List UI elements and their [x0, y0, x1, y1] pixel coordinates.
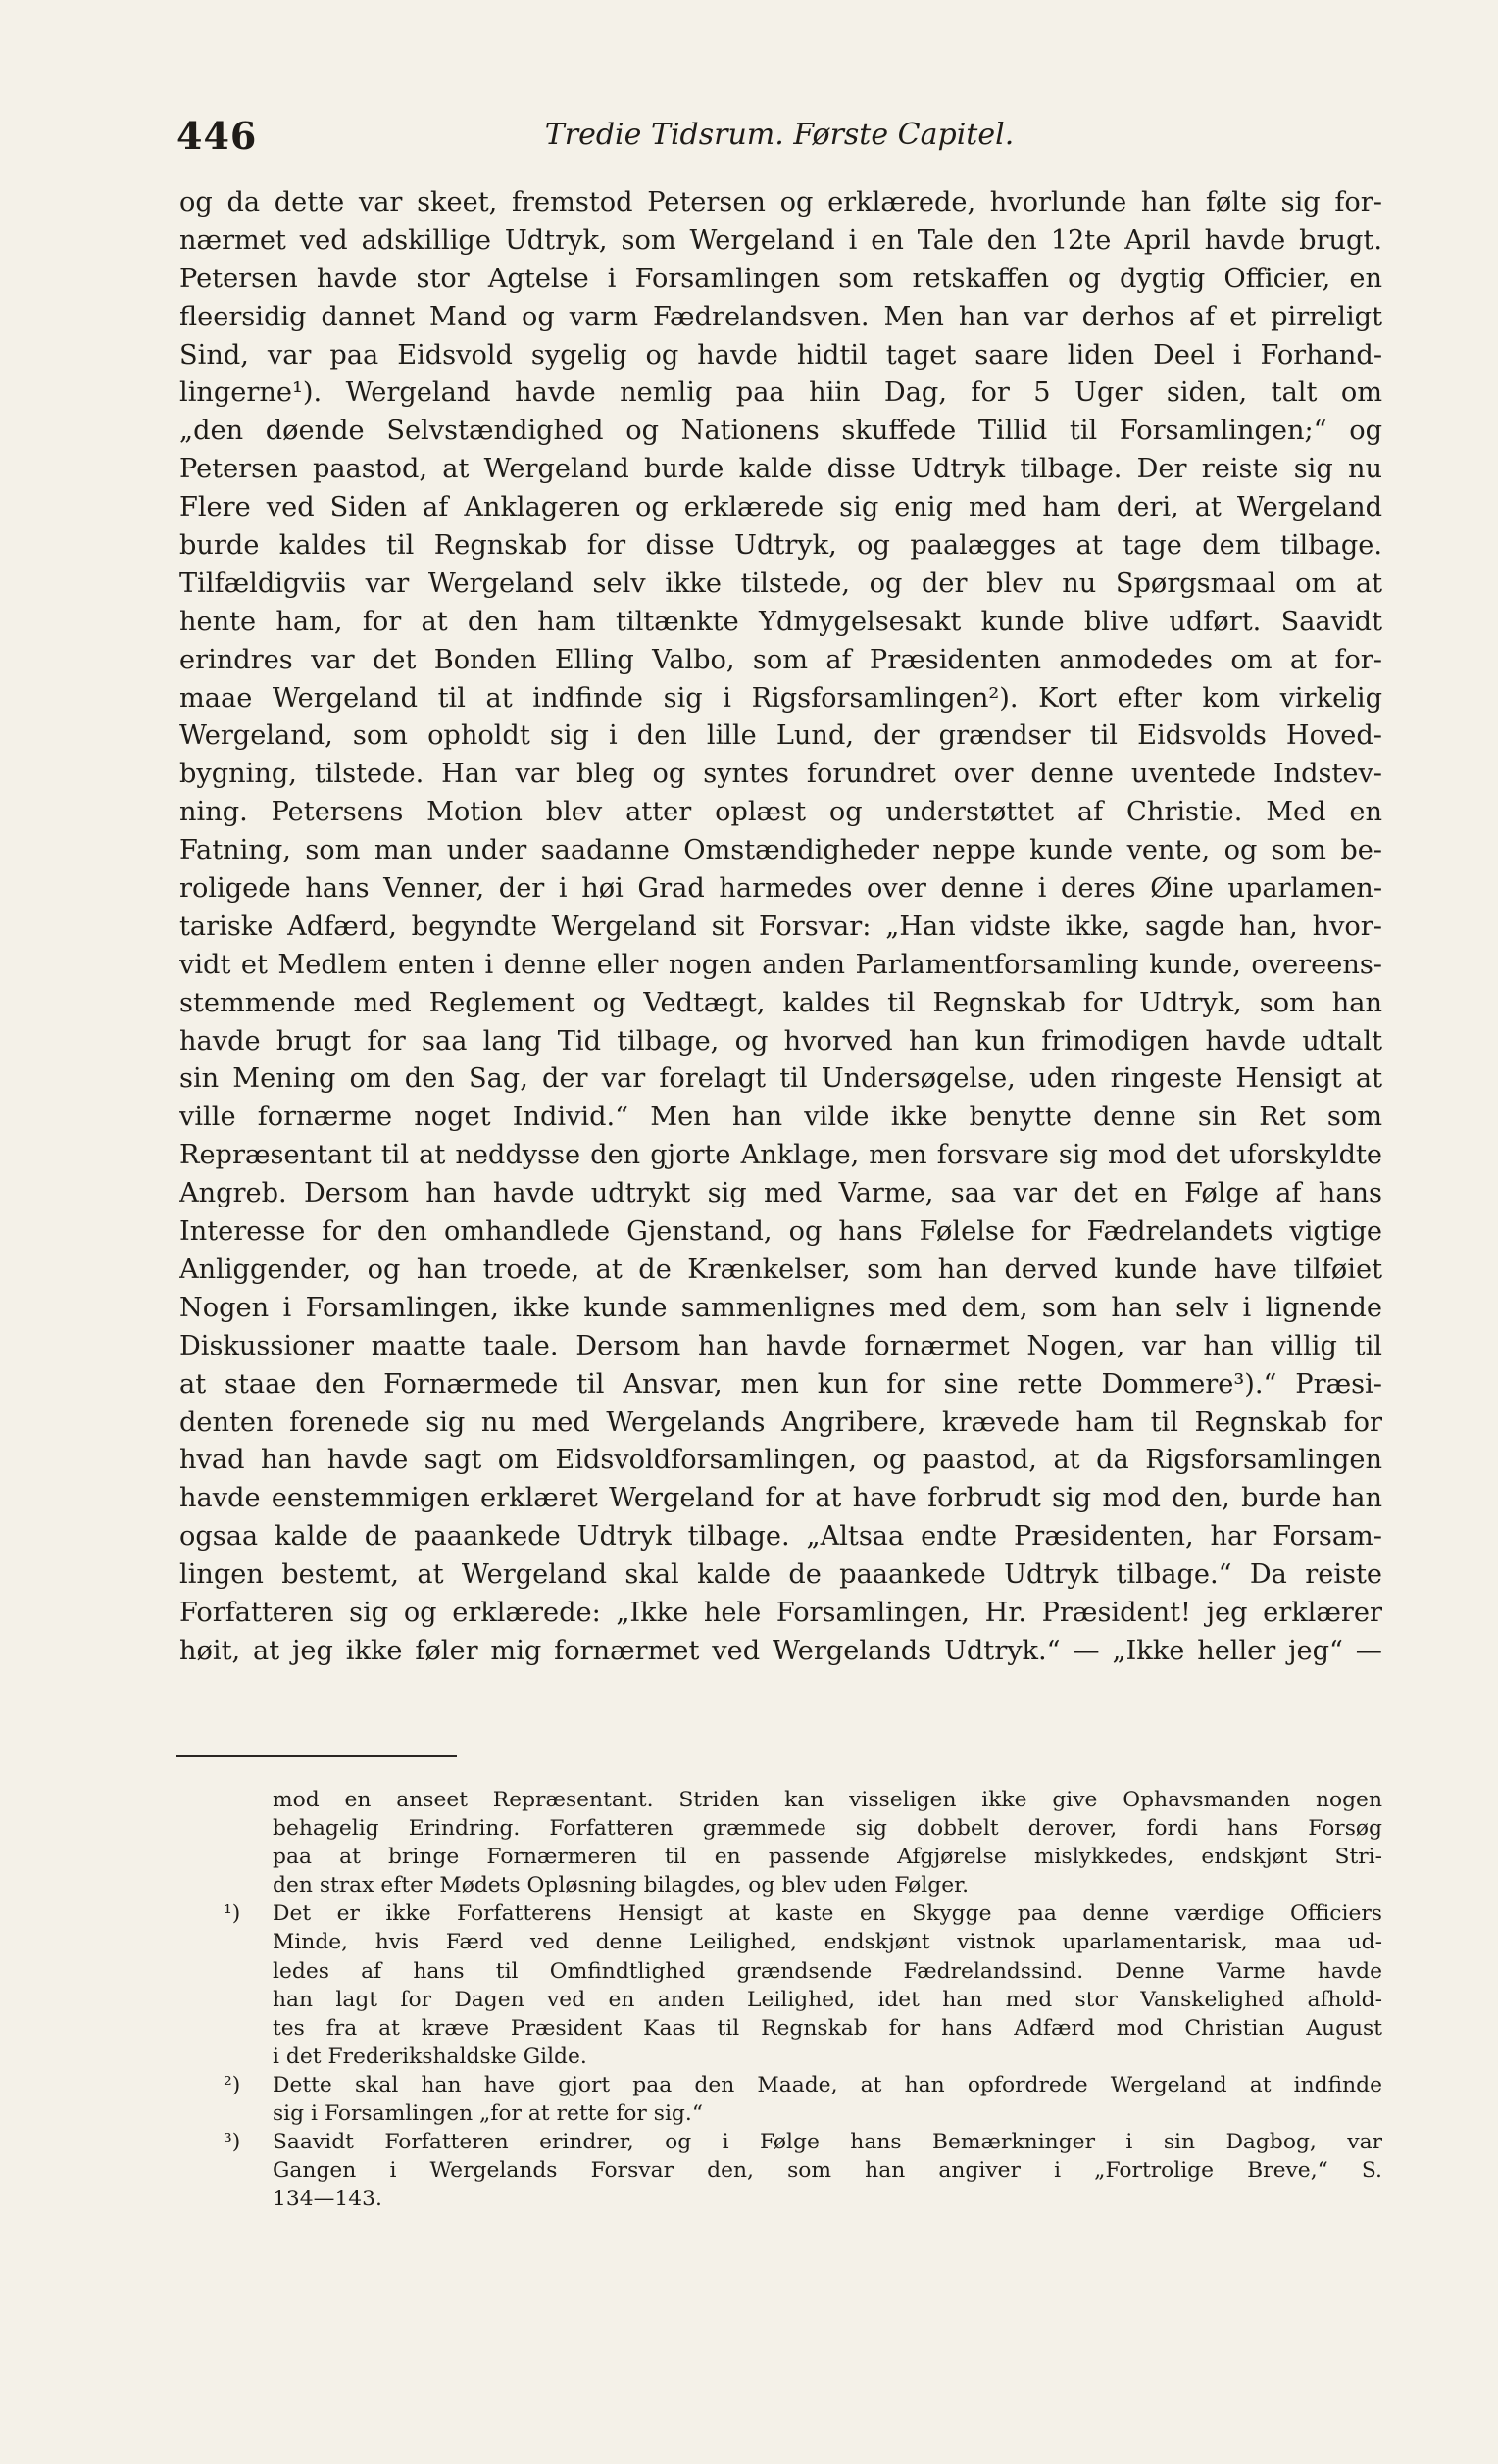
footnote-line — [224, 1843, 1382, 1871]
footnote-text: Minde, hvis Færd ved denne Leilighed, endskjønt vistnok uparlamentarisk, maa ud- — [273, 1930, 1382, 1955]
footnote-line — [224, 1899, 1382, 1928]
body-line: bygning, tilstede. Han var bleg og syntes forundret over denne uventede Indstev- — [179, 759, 1382, 790]
page-header — [176, 110, 1382, 159]
footnote-text: i det Frederikshaldske Gilde. — [273, 2044, 587, 2069]
footnote-text: Gangen i Wergelands Forsvar den, som han angiver i „Fortrolige Breve,“ S. — [273, 2158, 1382, 2184]
body-line: hvad han havde sagt om Eidsvoldforsamlingen, og paastod, at da Rigsforsamlingen — [179, 1445, 1382, 1476]
body-line: at staae den Fornærmede til Ansvar, men kun for sine rette Dommere³).“ Præsi- — [179, 1368, 1382, 1400]
footnote-line — [224, 2043, 1382, 2071]
footnote-line — [224, 2156, 1382, 2185]
body-line: Angreb. Dersom han havde udtrykt sig med Varme, saa var det en Følge af hans — [179, 1178, 1382, 1209]
body-line: og da dette var skeet, fremstod Petersen og erklærede, hvorlunde han følte sig for- — [179, 187, 1382, 218]
body-line: stemmende med Reglement og Vedtægt, kaldes til Regnskab for Udtryk, som han — [179, 987, 1382, 1018]
body-line: burde kaldes til Regnskab for disse Udtryk, og paalægges at tage dem tilbage. — [179, 530, 1382, 562]
body-line: lingen bestemt, at Wergeland skal kalde de paaankede Udtryk tilbage.“ Da reiste — [179, 1559, 1382, 1591]
body-line: fleersidig dannet Mand og varm Fædrelandsven. Men han var derhos af et pirreligt — [179, 301, 1382, 332]
footnote-line — [224, 1928, 1382, 1956]
body-line: Interesse for den omhandlede Gjenstand, og hans Følelse for Fædrelandets vigtige — [179, 1216, 1382, 1248]
body-line: roligede hans Venner, der i høi Grad harmedes over denne i deres Øine uparlamen- — [179, 873, 1382, 905]
footnote-text: Dette skal han have gjort paa den Maade, at han opfordrede Wergeland at indfinde — [273, 2072, 1382, 2097]
footnote-text: han lagt for Dagen ved en anden Leilighed, idet han med stor Vanskelighed afhold- — [273, 1987, 1382, 2012]
footnote-text: 134—143. — [273, 2187, 382, 2212]
body-line: denten forenede sig nu med Wergelands Angribere, krævede ham til Regnskab for — [179, 1406, 1382, 1438]
footnote-text: ledes af hans til Omfindtlighed grændsende Fædrelandssind. Denne Varme havde — [273, 1958, 1382, 1984]
footnote-text: mod en anseet Repræsentant. Striden kan visseligen ikke give Ophavsmanden nogen — [273, 1788, 1382, 1812]
footnote-text: Det er ikke Forfatterens Hensigt at kaste en Skygge paa denne værdige Officiers — [273, 1901, 1382, 1927]
body-line: Fatning, som man under saadanne Omstændigheder neppe kunde vente, og som be- — [179, 835, 1382, 866]
footnote-line — [224, 2071, 1382, 2099]
body-line: Sind, var paa Eidsvold sygelig og havde hidtil taget saare liden Deel i Forhand- — [179, 339, 1382, 370]
body-line: Diskussioner maatte taale. Dersom han havde fornærmet Nogen, var han villig til — [179, 1330, 1382, 1361]
body-line: nærmet ved adskillige Udtryk, som Wergeland i en Tale den 12te April havde brugt. — [179, 224, 1382, 256]
footnote-line — [224, 1986, 1382, 2014]
footnote-line — [224, 2014, 1382, 2043]
footnote-line — [224, 1814, 1382, 1843]
body-line: „den døende Selvstændighed og Nationens skuffede Tillid til Forsamlingen;“ og — [179, 416, 1382, 447]
body-line: ogsaa kalde de paaankede Udtryk tilbage. „Altsaa endte Præsidenten, har Forsam- — [179, 1521, 1382, 1552]
body-line: sin Mening om den Sag, der var forelagt til Undersøgelse, uden ringeste Hensigt at — [179, 1063, 1382, 1095]
body-line: Petersen havde stor Agtelse i Forsamlingen som retskaffen og dygtig Officier, en — [179, 263, 1382, 294]
body-line: Nogen i Forsamlingen, ikke kunde sammenlignes med dem, som han selv i lignende — [179, 1292, 1382, 1323]
body-line: erindres var det Bonden Elling Valbo, som af Præsidenten anmodedes om at for- — [179, 644, 1382, 675]
footnote-line — [224, 1786, 1382, 1814]
footnote-line — [224, 1871, 1382, 1899]
footnote-divider — [176, 1755, 457, 1757]
body-line: ville fornærme noget Individ.“ Men han vilde ikke benytte denne sin Ret som — [179, 1102, 1382, 1133]
footnote-marker: ¹) — [224, 1901, 241, 1927]
page-number: 446 — [176, 114, 258, 158]
footnote-line — [224, 2099, 1382, 2128]
footnote-text: tes fra at kræve Præsident Kaas til Regnskab for hans Adfærd mod Christian August — [273, 2015, 1382, 2041]
body-line: Repræsentant til at neddysse den gjorte Anklage, men forsvare sig mod det uforskyldte — [179, 1140, 1382, 1171]
body-line: Petersen paastod, at Wergeland burde kalde disse Udtryk tilbage. Der reiste sig nu — [179, 454, 1382, 485]
footnotes — [224, 1786, 1382, 2213]
footnote-marker: ³) — [224, 2130, 241, 2155]
body-line: maae Wergeland til at indfinde sig i Rigsforsamlingen²). Kort efter kom virkelig — [179, 682, 1382, 714]
body-line: tariske Adfærd, begyndte Wergeland sit Forsvar: „Han vidste ikke, sagde han, hvor- — [179, 911, 1382, 942]
body-line: høit, at jeg ikke føler mig fornærmet ved Wergelands Udtryk.“ — „Ikke heller jeg“ — — [179, 1635, 1382, 1666]
footnote-text: behagelig Erindring. Forfatteren græmmede sig dobbelt derover, fordi hans Forsøg — [273, 1816, 1382, 1842]
footnote-marker: ²) — [224, 2072, 241, 2097]
body-line: Tilfældigviis var Wergeland selv ikke tilstede, og der blev nu Spørgsmaal om at — [179, 567, 1382, 599]
footnote-line — [224, 2128, 1382, 2156]
body-line: Anliggender, og han troede, at de Krænkelser, som han derved kunde have tilføiet — [179, 1254, 1382, 1285]
body-line: lingerne¹). Wergeland havde nemlig paa hiin Dag, for 5 Uger siden, talt om — [179, 377, 1382, 409]
footnote-text: den strax efter Mødets Opløsning bilagdes, og blev uden Følger. — [273, 1873, 970, 1898]
footnote-text: sig i Forsamlingen „for at rette for sig.“ — [273, 2101, 703, 2127]
body-line: ning. Petersens Motion blev atter oplæst og understøttet af Christie. Med en — [179, 797, 1382, 828]
footnote-text: Saavidt Forfatteren erindrer, og i Følge hans Bemærkninger i sin Dagbog, var — [273, 2130, 1382, 2155]
body-line: Wergeland, som opholdt sig i den lille Lund, der grændser til Eidsvolds Hoved- — [179, 720, 1382, 752]
body-line: havde eenstemmigen erklæret Wergeland for at have forbrudt sig mod den, burde han — [179, 1483, 1382, 1514]
body-line: Forfatteren sig og erklærede: „Ikke hele Forsamlingen, Hr. Præsident! jeg erklærer — [179, 1597, 1382, 1628]
body-line: havde brugt for saa lang Tid tilbage, og hvorved han kun frimodigen havde udtalt — [179, 1025, 1382, 1057]
body-line: Flere ved Siden af Anklageren og erklærede sig enig med ham deri, at Wergeland — [179, 492, 1382, 523]
footnote-line — [224, 1957, 1382, 1986]
footnote-line — [224, 2185, 1382, 2213]
body-line: hente ham, for at den ham tiltænkte Ydmygelsesakt kunde blive udført. Saavidt — [179, 606, 1382, 637]
body-line: vidt et Medlem enten i denne eller nogen anden Parlamentforsamling kunde, overeens- — [179, 949, 1382, 980]
footnote-text: paa at bringe Fornærmeren til en passende Afgjørelse mislykkedes, endskjønt Stri- — [273, 1845, 1382, 1870]
body-text — [179, 184, 1382, 1671]
running-head: Tredie Tidsrum. Første Capitel. — [544, 118, 1015, 152]
